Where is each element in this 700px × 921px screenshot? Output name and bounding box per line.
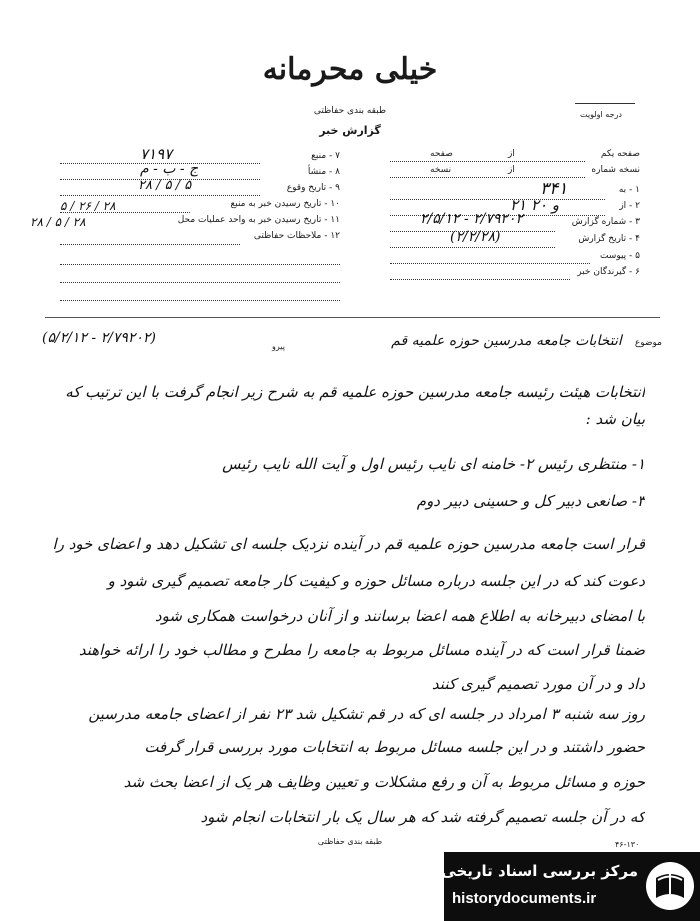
body-line: دعوت کند که در این جلسه درباره مسائل حوزه و کیفیت کار جامعه تصمیم گیری شود و [107, 572, 645, 590]
report-type: گزارش خبر [319, 124, 381, 137]
watermark-url: historydocuments.ir [452, 890, 597, 907]
body-line: که در آن جلسه تصمیم گرفته شد که هر سال یک بار انتخابات انجام شود [200, 808, 645, 826]
classification-label: طبقه بندی حفاظتی [313, 106, 387, 116]
field-copy-end: نسخه [430, 165, 452, 175]
field-label-report-number: ۳ - شماره گزارش [571, 217, 640, 227]
field-label-recipients: ۶ - گیرندگان خبر [577, 267, 640, 277]
priority-label: درجه اولویت [580, 110, 622, 119]
field-label-copy: نسخه شماره [591, 165, 640, 175]
subject-number: (۵/۲/۱۲ - ۲/۷۹۲۰۲) [42, 330, 156, 346]
body-line: با امضای دبیرخانه به اطلاع همه اعضا برسانند و از آنان درخواست همکاری شود [154, 607, 645, 625]
body-line: ضمنا قرار است که در آینده مسائل مربوط به جامعه را مطرح و مطالب خود را ارائه خواهند [78, 641, 645, 659]
field-label-attachment: ۵ - پیوست [599, 251, 640, 261]
field-line [390, 278, 570, 280]
field-page-from: از [508, 149, 515, 159]
field-label-report-date: ۴ - تاریخ گزارش [578, 234, 640, 244]
field-label-from: ۲ - از [619, 201, 640, 211]
priority-line [575, 103, 635, 104]
field-line [390, 262, 590, 264]
subject-attach-label: پیرو [272, 342, 285, 351]
field-value-report-date: (۲/۲/۲۸) [450, 229, 501, 245]
field-copy-from: از [508, 165, 515, 175]
field-line [60, 281, 340, 283]
field-line [60, 299, 340, 301]
field-page-end: صفحه [430, 149, 453, 159]
field-label-received-unit: ۱۱ - تاریخ رسیدن خبر به واحد عملیات محل [177, 215, 340, 225]
field-label-page: صفحه یکم [600, 149, 640, 159]
body-line: داد و در آن مورد تصمیم گیری کنند [431, 675, 645, 693]
field-label-notes: ۱۲ - ملاحظات حفاظتی [253, 231, 340, 241]
field-line [390, 176, 585, 178]
body-line: انتخابات هیئت رئیسه جامعه مدرسین حوزه علمیه قم به شرح زیر انجام گرفت با این ترتیب که [65, 383, 645, 401]
book-icon [644, 860, 696, 912]
field-value-source: ۷۱۹۷ [140, 145, 173, 163]
footer-code: ۴۶-۱۳۰ [615, 840, 640, 849]
subject-row [391, 330, 662, 349]
field-label-event-date: ۹ - تاریخ وقوع [286, 183, 340, 193]
watermark-title: مرکز بررسی اسناد تاریخی [441, 862, 638, 880]
field-line [60, 211, 190, 213]
subject-label: موضوع [634, 338, 662, 348]
field-value-received-unit: ۲۸ / ۵ / ۲۸ [30, 215, 86, 229]
field-value-from: ۲۱ و ۲۰ [510, 196, 560, 214]
field-line [60, 263, 340, 265]
field-value-to: ۳۴۱ [540, 179, 568, 199]
watermark-logo [441, 852, 700, 921]
footer-classification: طبقه بندی حفاظتی [317, 837, 383, 846]
field-label-origin: ۸ - منشأ [307, 167, 340, 177]
body-line: قرار است جامعه مدرسین حوزه علمیه قم در آینده نزدیک جلسه ای تشکیل دهد و اعضای خود را [52, 535, 645, 553]
field-value-report-number: ۲/۵/۱۲ - ۲/۷۹۲۰۲ [420, 211, 523, 227]
subject-text: انتخابات جامعه مدرسین حوزه علمیه قم [391, 333, 622, 349]
body-line: حضور داشتند و در این جلسه مسائل مربوط به انتخابات مورد بررسی قرار گرفت [144, 738, 645, 756]
field-line [390, 160, 585, 162]
field-line [60, 243, 240, 245]
field-label-received-source: ۱۰ - تاریخ رسیدن خبر به منبع [230, 199, 340, 209]
body-line: روز سه شنبه ۳ امرداد در جلسه ای که در قم تشکیل شد ۲۳ نفر از اعضای جامعه مدرسین [88, 705, 645, 723]
header-separator [45, 317, 660, 318]
body-line: ۳- صانعی دبیر کل و حسینی دبیر دوم [416, 492, 645, 510]
field-line [390, 246, 555, 248]
field-line [390, 198, 605, 200]
field-value-event-date: ۲۸ / ۵ / ۵ [138, 178, 192, 193]
field-label-source: ۷ - منبع [311, 151, 340, 161]
body-line: ۱- منتظری رئیس ۲- خامنه ای نایب رئیس اول و آیت الله نایب رئیس [222, 455, 645, 473]
field-label-to: ۱ - به [618, 185, 640, 195]
page-title: خیلی محرمانه [262, 52, 438, 87]
body-line: حوزه و مسائل مربوط به آن و رفع مشکلات و تعیین وظایف هر یک از اعضا بحث شد [123, 773, 645, 791]
field-line [60, 194, 260, 196]
field-value-received-source: ۵ / ۲۶ / ۲۸ [60, 199, 116, 213]
field-value-origin: ج - ب - م [140, 161, 199, 177]
body-line: بیان شد : [585, 410, 645, 428]
